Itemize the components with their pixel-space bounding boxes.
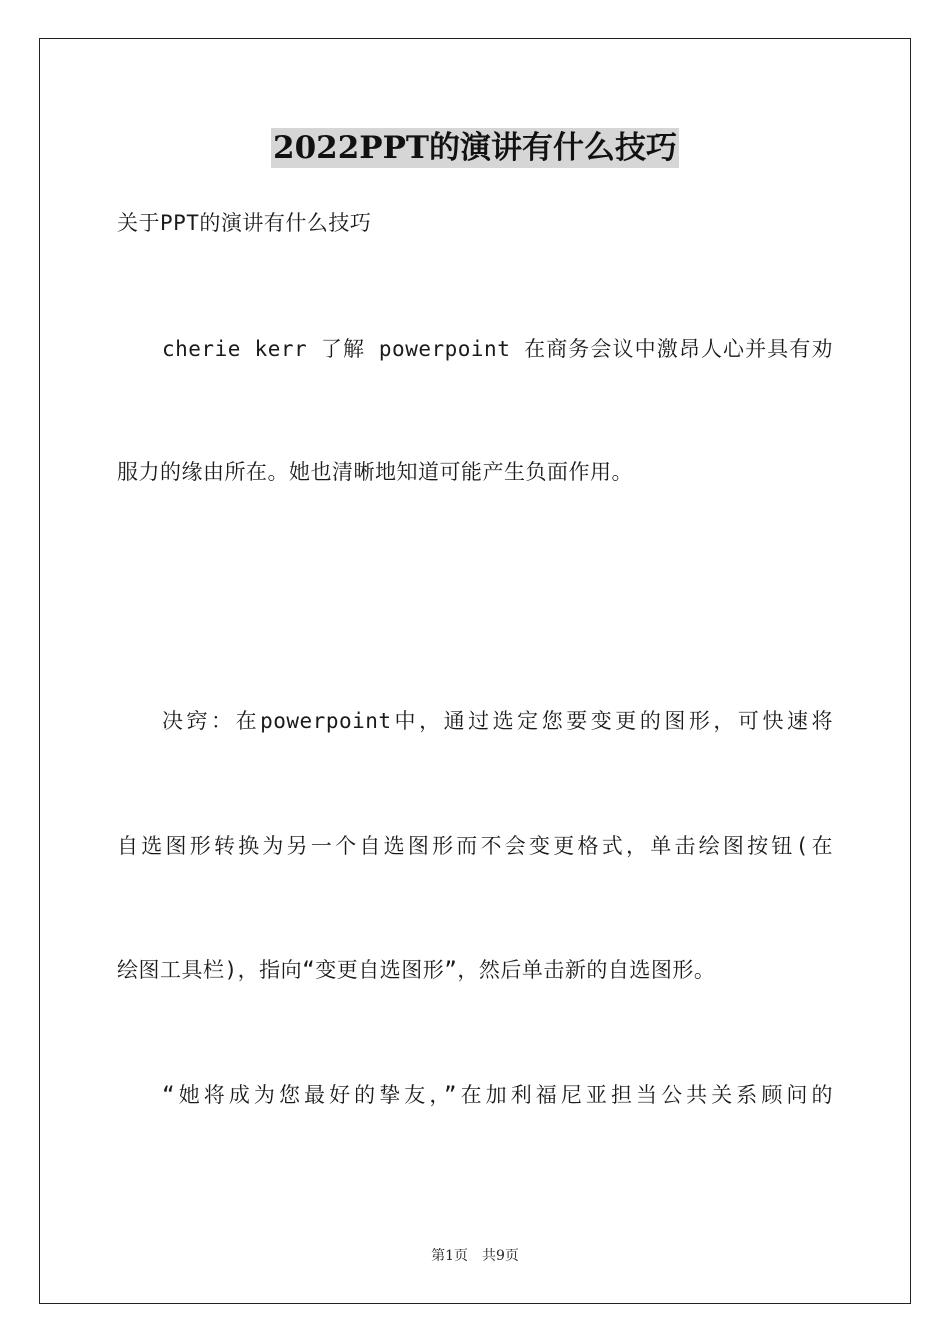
paragraph-1-line-1: cherie kerr 了解 powerpoint 在商务会议中激昂人心并具有劝 — [162, 337, 833, 361]
paragraph-2-line-2: 自选图形转换为另一个自选图形而不会变更格式，单击绘图按钮(在 — [117, 834, 833, 858]
title-container — [0, 128, 950, 168]
paragraph-1-line-2: 服力的缘由所在。她也清晰地知道可能产生负面作用。 — [117, 460, 633, 484]
paragraph-3-line-1: “她将成为您最好的挚友，”在加利福尼亚担当公共关系顾问的 — [162, 1083, 833, 1107]
document-title: 2022PPT的演讲有什么技巧 — [273, 130, 677, 166]
page-footer — [0, 1246, 950, 1266]
page-total: 共9页 — [482, 1248, 519, 1264]
paragraph-2-line-3: 绘图工具栏)，指向“变更自选图形”，然后单击新的自选图形。 — [117, 958, 716, 982]
paragraph-2-line-1: 决窍：在powerpoint中，通过选定您要变更的图形，可快速将 — [162, 709, 833, 733]
subtitle-line: 关于PPT的演讲有什么技巧 — [117, 211, 372, 235]
page-number: 第1页 — [431, 1248, 468, 1264]
